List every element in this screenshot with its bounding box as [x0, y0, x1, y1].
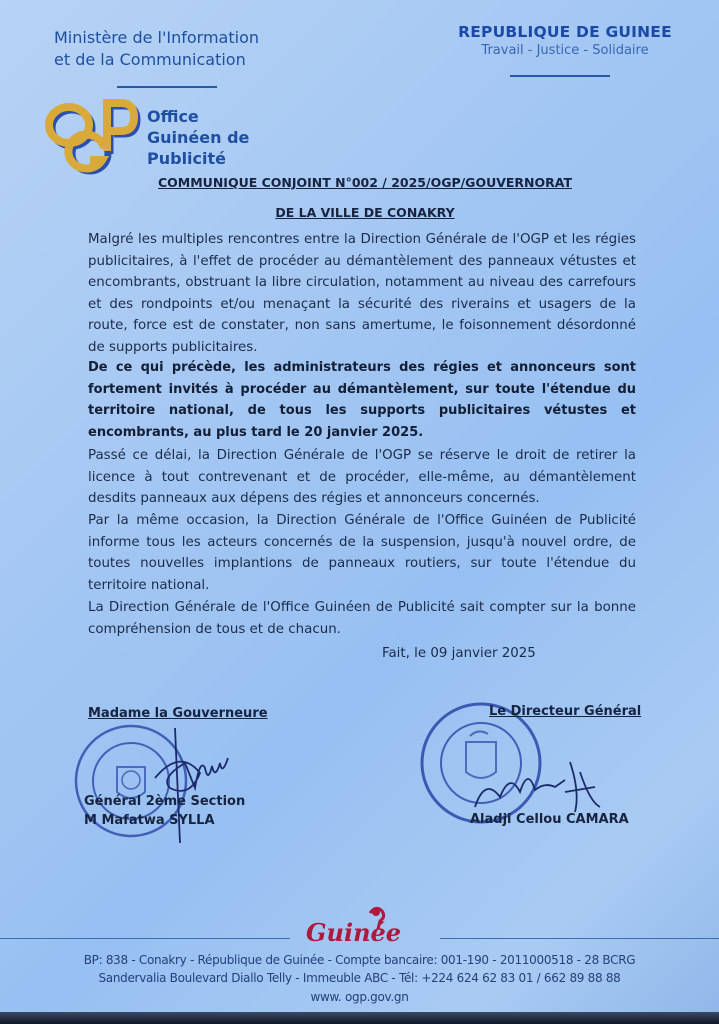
page-bottom-edge — [0, 1012, 719, 1024]
office-line-1: Office — [147, 107, 199, 126]
left-signatory-role: Général 2ème Section — [84, 794, 246, 809]
ministry-divider — [117, 86, 217, 88]
ogp-logo-icon — [44, 96, 144, 178]
republic-title: REPUBLIQUE DE GUINEE — [458, 23, 672, 41]
left-handwritten-signature-icon — [150, 718, 240, 848]
left-signatory-name: M Mafatwa SYLLA — [84, 813, 215, 828]
office-line-3: Publicité — [147, 149, 227, 168]
communique-title: COMMUNIQUE CONJOINT N°002 / 2025/OGP/GOUVERNORAT — [158, 175, 572, 190]
ministry-line-2: et de la Communication — [54, 50, 246, 69]
ministry-header — [54, 27, 259, 71]
paragraph-4: Par la même occasion, la Direction Générale de l'Office Guinéen de Publicité informe tous les acteurs concernés de la suspension, jusqu'à nouvel ordre, de toutes nouvelles implantions de panneaux routiers, sur toute l'étendue du territoire national. — [88, 513, 636, 593]
communique-subtitle: DE LA VILLE DE CONAKRY — [275, 205, 455, 220]
paragraph-5: La Direction Générale de l'Office Guinéen de Publicité sait compter sur la bonne compréhension de tous et de chacun. — [88, 600, 636, 637]
footer-divider-right — [440, 938, 719, 939]
ministry-line-1: Ministère de l'Information — [54, 28, 259, 47]
republic-divider — [510, 75, 610, 77]
office-line-2: Guinéen de — [147, 128, 250, 147]
footer-divider-left — [0, 938, 290, 939]
left-signatory-title: Madame la Gouverneure — [88, 706, 268, 721]
right-signatory-title: Le Directeur Général — [489, 704, 642, 719]
paragraph-2-bold: De ce qui précède, les administrateurs des régies et annonceurs sont fortement invités à procéder au démantèlement, sur toute l'étendue du territoire national, de tous les supports publicitaires vétustes et encombrants, au plus tard le 20 janvier 2025. — [88, 360, 636, 440]
right-signatory-name: Aladji Cellou CAMARA — [470, 812, 629, 827]
footer-address-line: BP: 838 - Conakry - République de Guinée - Compte bancaire: 001-190 - 2011000518 - 28 BCRG — [83, 953, 636, 967]
guinee-brand: Guinée — [306, 918, 402, 947]
footer-contact-line: Sandervalia Boulevard Diallo Telly - Immeuble ABC - Tél: +224 624 62 83 01 / 662 89 88 88 — [98, 971, 621, 985]
office-name — [147, 106, 249, 169]
date-line: Fait, le 09 janvier 2025 — [382, 646, 536, 661]
paragraph-3: Passé ce délai, la Direction Générale de l'OGP se réserve le droit de retirer la licence à tout contrevenant et de procéder, elle-même, au démantèlement desdits panneaux aux dépens des régies et annonceurs concernés. — [88, 448, 636, 507]
republic-motto: Travail - Justice - Solidaire — [481, 43, 649, 58]
footer-website-link[interactable]: www. ogp.gov.gn — [310, 990, 409, 1004]
paragraph-1: Malgré les multiples rencontres entre la Direction Générale de l'OGP et les régies publicitaires, à l'effet de procéder au démantèlement des panneaux vétustes et encombrants, obstruant la libre circulation, notamment au niveau des carrefours et des rondpoints et/ou menaçant la sécurité des riverains et usagers de la route, force est de constater, non sans amertume, le foisonnement désordonné de supports publicitaires. — [88, 232, 636, 355]
